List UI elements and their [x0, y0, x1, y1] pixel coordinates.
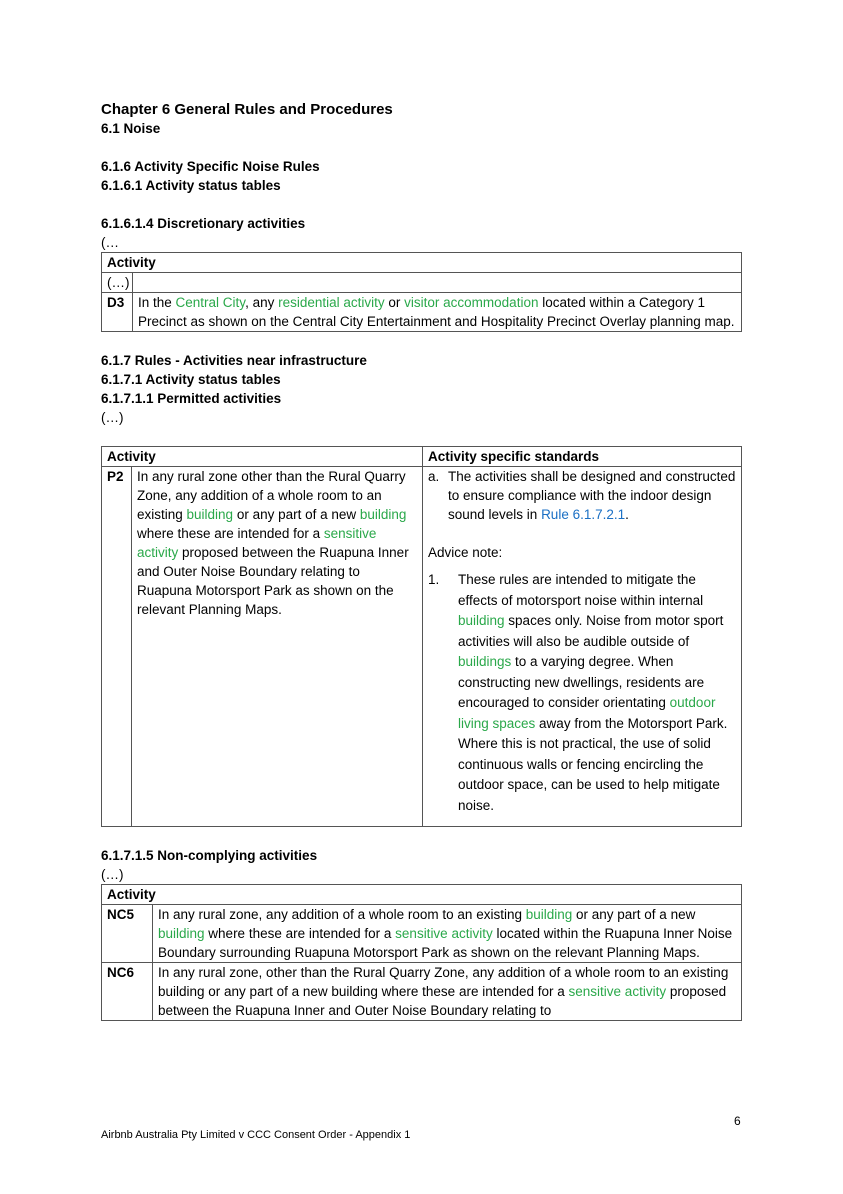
definition-link[interactable]: residential activity [278, 295, 385, 310]
text-run: In the [138, 295, 176, 310]
text-run: These rules are intended to mitigate the effects of motorsport noise within internal [458, 572, 704, 608]
definition-link[interactable]: buildings [458, 654, 512, 669]
standard-text [448, 467, 736, 524]
definition-link[interactable]: building [158, 926, 205, 941]
section-heading-noise: 6.1 Noise [101, 121, 161, 136]
definition-link[interactable]: sensitive activity [137, 526, 377, 560]
section-heading-61614: 6.1.6.1.4 Discretionary activities [101, 216, 306, 231]
text-run: where these are intended for a [204, 926, 396, 941]
text-run: In any rural zone, other than the Rural Quarry Zone, any addition of a whole room to an existing building or any part of a new building where these are intended for a [158, 965, 729, 999]
text-run: or any part of a new [572, 907, 696, 922]
table-row [102, 273, 742, 293]
text-run: The activities shall be designed and constructed to ensure compliance with the indoor design sound levels in [448, 469, 736, 522]
definition-link[interactable]: building [186, 507, 234, 522]
text-run: spaces only. Noise from motor sport activities will also be audible outside of [458, 613, 724, 649]
section-heading-616: 6.1.6 Activity Specific Noise Rules [101, 159, 320, 174]
table-header-row [102, 447, 742, 467]
table-row [102, 467, 742, 827]
document-page [101, 100, 742, 1021]
text-run: , any [245, 295, 279, 310]
table-row [102, 963, 742, 1021]
list-marker: a. [428, 469, 440, 484]
definition-link[interactable]: building [359, 507, 407, 522]
row-code: D3 [102, 293, 133, 332]
table-row [102, 905, 742, 963]
activity-text [132, 467, 423, 827]
table-header-row [102, 253, 742, 273]
section-heading-61715: 6.1.7.1.5 Non-complying activities [101, 848, 318, 863]
standard-item [428, 467, 736, 524]
row-code: NC6 [102, 963, 153, 1021]
discretionary-activities-table [101, 252, 742, 332]
list-marker: 1. [428, 572, 440, 587]
section-heading-6171: 6.1.7.1 Activity status tables [101, 372, 281, 387]
text-run: proposed between the Ruapuna Inner and Outer Noise Boundary relating to Ruapuna Motorsport Park as shown on the relevant Planning Maps. [137, 545, 409, 617]
definition-link[interactable]: sensitive activity [568, 984, 667, 999]
advice-note-label: Advice note: [428, 545, 503, 560]
page-footer: Airbnb Australia Pty Limited v CCC Consent Order - Appendix 1 [101, 1129, 411, 1141]
standards-text [423, 467, 742, 827]
advice-text [458, 570, 736, 816]
standards-header: Activity specific standards [423, 447, 742, 467]
row-text [153, 963, 742, 1021]
text-run: away from the Motorsport Park. Where this is not practical, the use of solid continuous walls or fencing encircling the outdoor space, can be used to help mitigate noise. [458, 715, 728, 813]
definition-link[interactable]: visitor accommodation [404, 295, 539, 310]
section-heading-617: 6.1.7 Rules - Activities near infrastructure [101, 353, 367, 368]
section-heading-61711: 6.1.7.1.1 Permitted activities [101, 391, 282, 406]
table-row [102, 293, 742, 332]
activity-header: Activity [102, 885, 742, 905]
text-run: . [625, 507, 629, 522]
definition-link[interactable]: building [458, 613, 505, 628]
row-code: NC5 [102, 905, 153, 963]
definition-link[interactable]: Central City [175, 295, 246, 310]
row-code: (…) [102, 273, 133, 293]
text-run: or any part of a new [233, 507, 360, 522]
text-run: In any rural zone, any addition of a whole room to an existing [158, 907, 526, 922]
advice-item [428, 570, 736, 816]
section-heading-6161: 6.1.6.1 Activity status tables [101, 178, 281, 193]
table-header-row [102, 885, 742, 905]
text-run: located within the Ruapuna Inner Noise Boundary surrounding Ruapuna Motorsport Park as shown on the relevant Planning Maps. [158, 926, 733, 960]
text-run: proposed between the Ruapuna Inner and Outer Noise Boundary relating to [158, 984, 727, 1018]
definition-link[interactable]: sensitive activity [395, 926, 493, 941]
text-run: located within a Category 1 Precinct as shown on the Central City Entertainment and Hospitality Precinct Overlay planning map. [138, 295, 735, 329]
ellipsis-text: (…) [101, 410, 124, 425]
page-number: 6 [734, 1114, 741, 1128]
definition-link[interactable]: outdoor living spaces [458, 695, 716, 731]
activity-header: Activity [102, 447, 423, 467]
definition-link[interactable]: building [525, 907, 573, 922]
text-run: to a varying degree. When constructing new dwellings, residents are encouraged to consider orientating [458, 654, 705, 710]
row-text [133, 293, 742, 332]
row-code: P2 [102, 467, 132, 827]
text-run: or [384, 295, 405, 310]
permitted-activities-table [101, 446, 742, 827]
chapter-title: Chapter 6 General Rules and Procedures [101, 101, 393, 118]
activity-header: Activity [102, 253, 742, 273]
ellipsis-text: (… [101, 235, 119, 250]
row-text [153, 905, 742, 963]
row-text [133, 273, 742, 293]
text-run: In any rural zone other than the Rural Quarry Zone, any addition of a whole room to an existing [137, 469, 406, 522]
text-run: where these are intended for a [137, 526, 324, 541]
ellipsis-text: (…) [101, 867, 124, 882]
non-complying-activities-table [101, 884, 742, 1021]
rule-link[interactable]: Rule 6.1.7.2.1 [541, 507, 626, 522]
